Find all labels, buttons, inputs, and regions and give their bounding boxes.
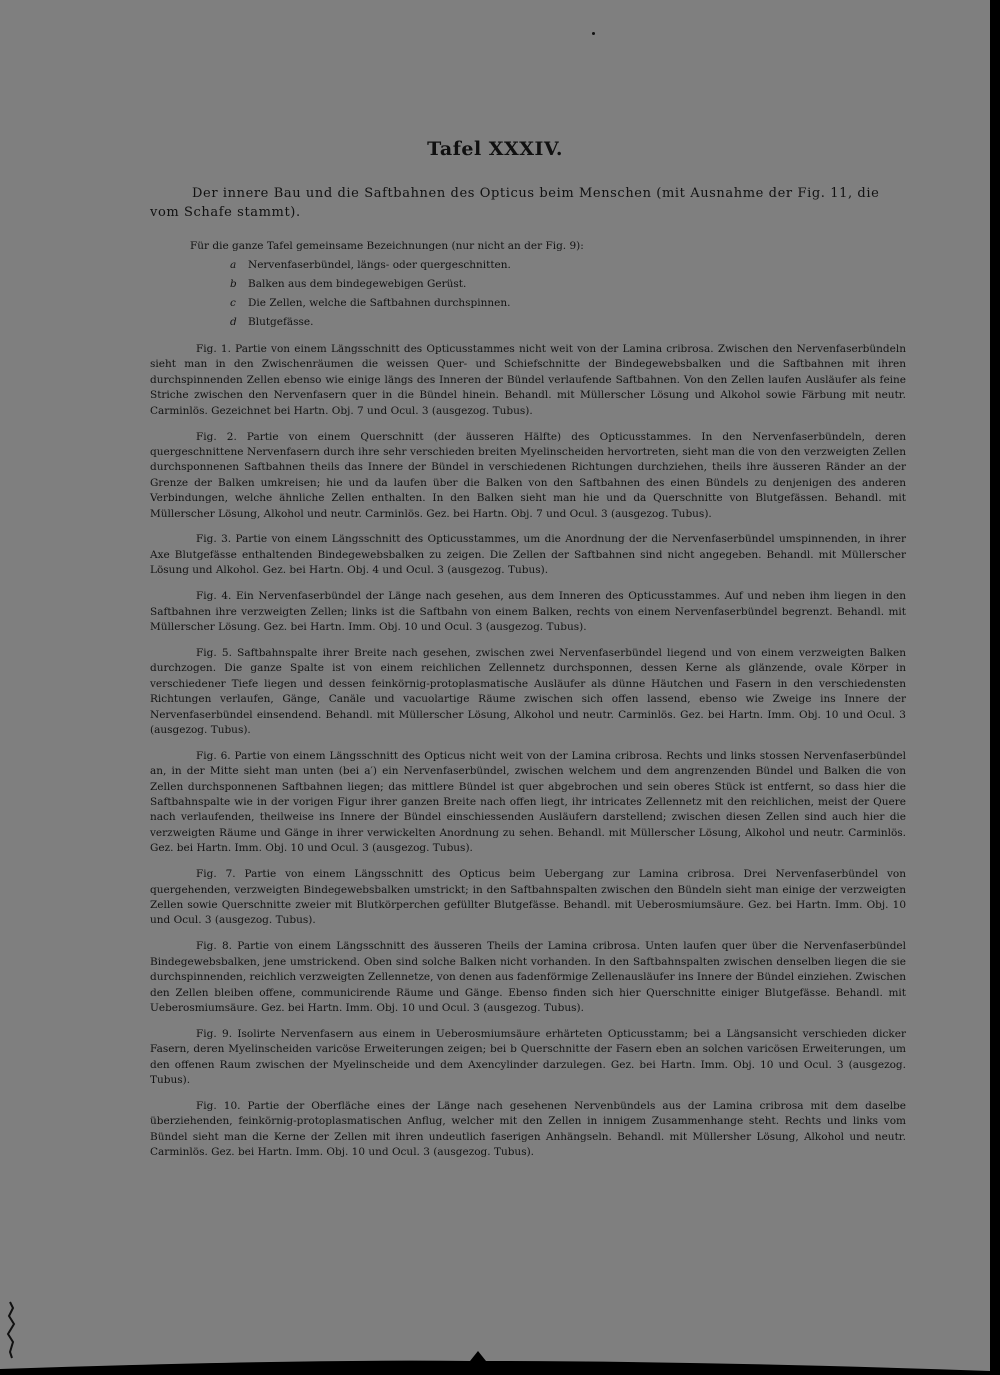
figure-description-2: Fig. 2. Partie von einem Querschnitt (der äusseren Hälfte) des Opticusstammes. In den Nervenfaserbündeln, deren quergeschnittene Nervenfasern durch ihre sehr verschieden breiten Myelinscheiden hervortreten, sieht man die von den verzweigten Zellen durchsponnenen Saftbahnen theils das Innere der Bündel in verschiedenen Richtungen durchziehen, theils ihre äusseren Ränder an der Grenze der Balken umkreisen; hie und da laufen über die Balken von den Saftbahnen des einen Bündels zu denjenigen des anderen Verbindungen, welche ähnliche Zellen enthalten. In den Balken sieht man hie und da Querschnitte von Blutgefässen. Behandl. mit Müllerscher Lösung, Alkohol und neutr. Carminlös. Gez. bei Hartn. Obj. 7 und Ocul. 3 (ausgezog. Tubus). (150, 430, 906, 520)
legend-letter: b (230, 278, 237, 290)
page-bottom-edge (0, 1345, 990, 1375)
scan-edge (990, 0, 1000, 1375)
legend-item (230, 313, 830, 332)
figure-description-8: Fig. 8. Partie von einem Längsschnitt des äusseren Theils der Lamina cribrosa. Unten laufen quer über die Nervenfaserbündel Bindegewebsbalken, jene umstrickend. Oben sind solche Balken nicht vorhanden. In den Saftbahnspalten zwischen denselben liegen die sie durchspinnenden, reichlich verzweigten Zellennetze, von denen aus fadenförmige Zellenausläufer ins Innere der Bündel einziehen. Zwischen den Zellen bleiben offene, communicirende Räume und Gänge. Ebenso finden sich hier Querschnitte einiger Blutgefässe. Behandl. mit Ueberosmiumsäure. Gez. bei Hartn. Imm. Obj. 10 und Ocul. 3 (ausgezog. Tubus). (150, 940, 906, 1014)
page-title: Tafel XXXIV. (427, 138, 563, 160)
figure-description-7: Fig. 7. Partie von einem Längsschnitt des Opticus beim Uebergang zur Lamina cribrosa. Drei Nervenfaserbündel von quergehenden, verzweigten Bindegewebsbalken umstrickt; in den Saftbahnspalten zwischen den Bündeln sieht man einige der verzweigten Zellen sowie Querschnitte zweier mit Blutkörperchen gefüllter Blutgefässe. Behandl. mit Ueberosmiumsäure. Gez. bei Hartn. Imm. Obj. 10 und Ocul. 3 (ausgezog. Tubus). (150, 868, 906, 927)
common-designations-heading: Für die ganze Tafel gemeinsame Bezeichnungen (nur nicht an der Fig. 9): (190, 240, 584, 252)
figure-description-5: Fig. 5. Saftbahnspalte ihrer Breite nach gesehen, zwischen zwei Nervenfaserbündel liegend und von einem verzweigten Balken durchzogen. Die ganze Spalte ist von einem reichlichen Zellennetz durchsponnen, dessen Kerne als glänzende, ovale Körper in verschiedener Tiefe liegen und dessen feinkörnig-protoplasmatische Ausläufer als dünne Häutchen und Fasern in den verschiedensten Richtungen verlaufen, Gänge, Canäle und vacuolartige Räume zwischen sich offen lassend, ebenso wie Zweige ins Innere der Nervenfaserbündel einsendend. Behandl. mit Müllerscher Lösung, Alkohol und neutr. Carminlös. Gez. bei Hartn. Imm. Obj. 10 und Ocul. 3 (ausgezog. Tubus). (150, 646, 906, 736)
speck-mark (592, 32, 595, 35)
figure-description-1: Fig. 1. Partie von einem Längsschnitt des Opticusstammes nicht weit von der Lamina cribrosa. Zwischen den Nervenfaserbündeln sieht man in den Zwischenräumen die weissen Quer- und Schiefschnitte der Bindegewebsbalken und die Saftbahnen mit ihren durchspinnenden Zellen ebenso wie einige längs des Inneren der Bündel verlaufende Saftbahnen. Von den Zellen laufen Ausläufer als feine Striche zwischen den Nervenfasern quer in die Bündel hinein. Behandl. mit Müllerscher Lösung und Alkohol sowie Färbung mit neutr. Carminlös. Gezeichnet bei Hartn. Obj. 7 und Ocul. 3 (ausgezog. Tubus). (150, 343, 906, 417)
figure-description-4: Fig. 4. Ein Nervenfaserbündel der Länge nach gesehen, aus dem Inneren des Opticusstammes. Auf und neben ihm liegen in den Saftbahnen ihre verzweigten Zellen; links ist die Saftbahn von einem Balken, rechts von einem Nervenfaserbündel begrenzt. Behandl. mit Müllerscher Lösung. Gez. bei Hartn. Imm. Obj. 10 und Ocul. 3 (ausgezog. Tubus). (150, 590, 906, 633)
figure-description-6: Fig. 6. Partie von einem Längsschnitt des Opticus nicht weit von der Lamina cribrosa. Rechts und links stossen Nervenfaserbündel an, in der Mitte sieht man unten (bei a′) ein Nervenfaserbündel, zwischen welchem und dem angrenzenden Bündel und Balken die von Zellen durchsponnenen Saftbahnen liegen; das mittlere Bündel ist quer abgebrochen und sein oberes Stück ist entfernt, so dass hier die Saftbahnspalte wie in der vorigen Figur ihrer ganzen Breite nach offen liegt, ihr intricates Zellennetz mit den reichlichen, meist der Quere nach verlaufenden, theilweise ins Innere der Bündel einschiessenden Ausläufern darstellend; zwischen diesen Zellen sind auch hier die verzweigten Räume und Gänge in ihrer verwickelten Anordnung zu sehen. Behandl. mit Müllerscher Lösung, Alkohol und neutr. Carminlös. Gez. bei Hartn. Imm. Obj. 10 und Ocul. 3 (ausgezog. Tubus). (150, 749, 906, 855)
figure-description-9: Fig. 9. Isolirte Nervenfasern aus einem in Ueberosmiumsäure erhärteten Opticusstamm; bei a Längsansicht verschieden dicker Fasern, deren Myelinscheiden varicöse Erweiterungen zeigen; bei b Querschnitte der Fasern eben an solchen varicösen Erweiterungen, um den offenen Raum zwischen der Myelinscheide und dem Axencylinder darzulegen. Gez. bei Hartn. Imm. Obj. 10 und Ocul. 3 (ausgezog. Tubus). (150, 1027, 906, 1087)
legend-item (230, 256, 830, 275)
intro-paragraph: Der innere Bau und die Saftbahnen des Opticus beim Menschen (mit Ausnahme der Fig. 11, die vom Schafe stammt). (150, 186, 880, 220)
legend-text: Blutgefässe. (248, 316, 314, 328)
legend-text: Die Zellen, welche die Saftbahnen durchspinnen. (248, 297, 511, 309)
legend-item (230, 275, 830, 294)
legend-text: Nervenfaserbündel, längs- oder quergeschnitten. (248, 259, 511, 271)
figure-descriptions (150, 342, 906, 1171)
legend-letter: c (230, 297, 236, 309)
legend-list (230, 256, 830, 332)
legend-letter: a (230, 259, 237, 271)
figure-description-3: Fig. 3. Partie von einem Längsschnitt des Opticusstammes, um die Anordnung der die Nervenfaserbündel umspinnenden, in ihrer Axe Blutgefässe enthaltenden Bindegewebsbalken zu zeigen. Die Zellen der Saftbahnen sind nicht angegeben. Behandl. mit Müllerscher Lösung und Alkohol. Gez. bei Hartn. Obj. 4 und Ocul. 3 (ausgezog. Tubus). (150, 533, 906, 577)
legend-item (230, 294, 830, 313)
legend-letter: d (230, 316, 237, 328)
figure-description-10: Fig. 10. Partie der Oberfläche eines der Länge nach gesehenen Nervenbündels aus der Lamina cribrosa mit dem daselbe überziehenden, feinkörnig-protoplasmatischen Anflug, welcher mit den Zellen in innigem Zusammenhange steht. Rechts und links vom Bündel sieht man die Kerne der Zellen mit ihren undeutlich faserigen Anhängseln. Behandl. mit Müllersher Lösung, Alkohol und neutr. Carminlös. Gez. bei Hartn. Imm. Obj. 10 und Ocul. 3 (ausgezog. Tubus). (150, 1099, 906, 1159)
legend-text: Balken aus dem bindegewebigen Gerüst. (248, 278, 467, 290)
